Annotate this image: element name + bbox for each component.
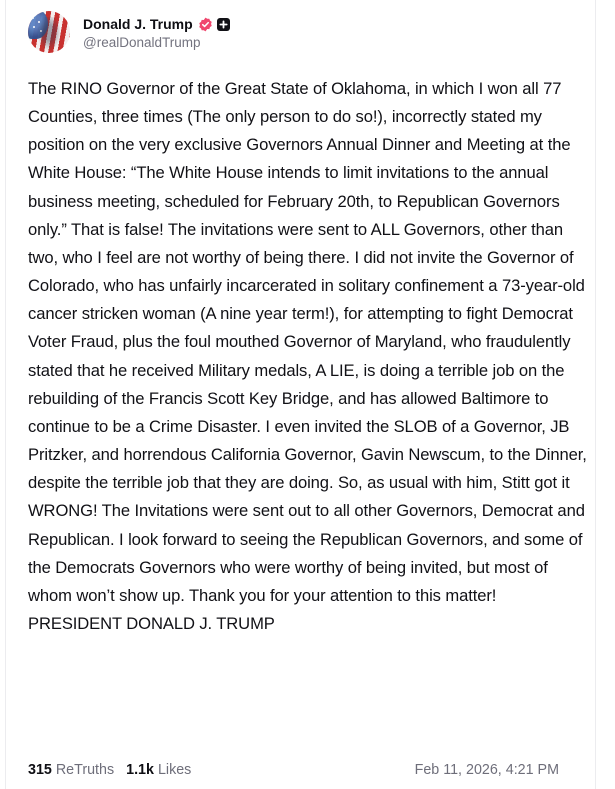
- avatar-star: [33, 26, 35, 28]
- post-timestamp[interactable]: Feb 11, 2026, 4:21 PM: [414, 762, 559, 778]
- post-body: The RINO Governor of the Great State of Oklahoma, in which I won all 77 Counties, three times (The only person to do so!), incorrectly stated my position on the very exclusive Governors Annual Dinner and Meeting at the White House: “The White House intends to limit invitations to the annual business meeting, scheduled for February 20th, to Republican Governors only.” That is false! The invitations were sent to ALL Governors, other than two, who I feel are not worthy of being there. I did not invite the Governor of Colorado, who has unfairly incarcerated in solitary confinement a 73-year-old cancer stricken woman (A nine year term!), for attempting to fight Democrat Voter Fraud, plus the foul mouthed Governor of Maryland, who fraudulently stated that he received Military medals, A LIE, is doing a terrible job on the rebuilding of the Francis Scott Key Bridge, and has allowed Baltimore to continue to be a Crime Disaster. I even invited the SLOB of a Governor, JB Pritzker, and horrendous California Governor, Gavin Newscum, to the Dinner, despite the terrible job that they are doing. So, as usual with him, Stitt got it WRONG! The Invitations were sent out to all other Governors, Democrat and Republican. I look forward to seeing the Republican Governors, and some of the Democrats Governors who were worthy of being invited, but most of whom won’t show up. Thank you for your attention to this matter! PRESIDENT DONALD J. TRUMP: [28, 79, 587, 633]
- author-name-row: [83, 14, 230, 34]
- avatar-star: [32, 17, 34, 19]
- retruths-label: ReTruths: [55, 762, 115, 778]
- post-header: [28, 10, 230, 54]
- retruths-stat[interactable]: [28, 762, 114, 778]
- post-card: [5, 0, 596, 789]
- plus-badge-icon: [217, 18, 230, 31]
- post-stats: [28, 762, 203, 778]
- author-handle[interactable]: @realDonaldTrump: [83, 35, 201, 50]
- likes-stat[interactable]: [126, 762, 191, 778]
- post-footer: [28, 759, 559, 781]
- likes-count: 1.1k: [126, 762, 154, 778]
- author-info: [83, 14, 230, 50]
- author-display-name[interactable]: Donald J. Trump: [83, 16, 193, 32]
- likes-label: Likes: [157, 762, 192, 778]
- verified-badge-icon: [198, 17, 213, 32]
- avatar[interactable]: [28, 11, 70, 53]
- retruths-count: 315: [28, 762, 52, 778]
- avatar-portrait: [37, 17, 61, 51]
